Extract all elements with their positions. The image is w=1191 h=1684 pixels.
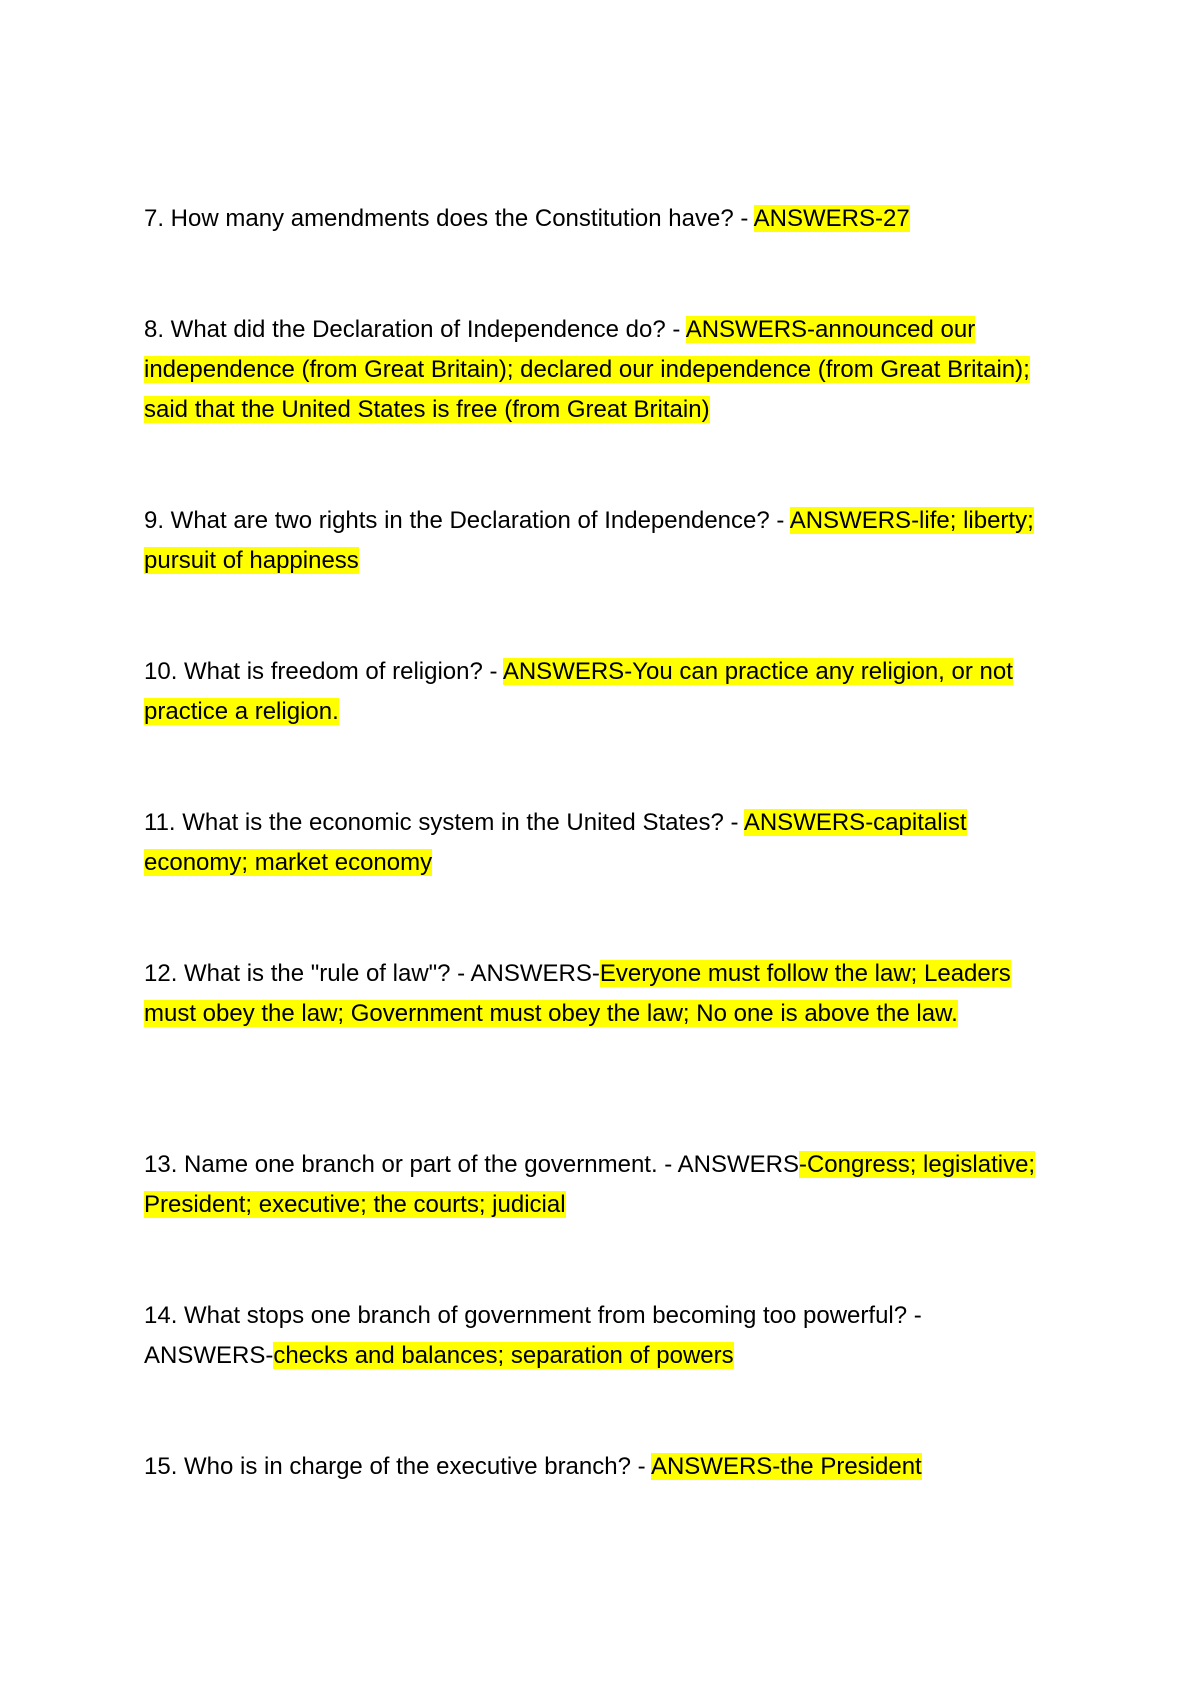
qa-item-8 <box>144 310 1044 430</box>
question-text: 11. What is the economic system in the United States? - <box>144 809 744 836</box>
highlighted-answer: ANSWERS-life; liberty; pursuit of happiness <box>144 507 1034 574</box>
question-text: 9. What are two rights in the Declaration of Independence? - <box>144 507 790 534</box>
qa-item-9 <box>144 501 1044 581</box>
question-text: 13. Name one branch or part of the government. - ANSWERS <box>144 1151 799 1178</box>
highlighted-answer: checks and balances; separation of powers <box>273 1342 734 1369</box>
highlighted-answer: -Congress; legislative; President; executive; the courts; judicial <box>144 1151 1036 1218</box>
qa-item-15 <box>144 1447 1044 1487</box>
qa-item-12 <box>144 954 1044 1034</box>
highlighted-answer: Everyone must follow the law; Leaders must obey the law; Government must obey the law; No one is above the law. <box>144 960 1011 1027</box>
question-text: 7. How many amendments does the Constitution have? - <box>144 205 754 232</box>
highlighted-answer: ANSWERS-the President <box>650 1453 922 1480</box>
qa-item-14 <box>144 1296 1044 1376</box>
highlighted-answer: ANSWERS-announced our independence (from Great Britain); declared our independence (from Great Britain); said that the United States is free (from Great Britain) <box>144 316 1030 423</box>
question-text: 10. What is freedom of religion? - <box>144 658 503 685</box>
qa-item-10 <box>144 652 1044 732</box>
question-text: 14. What stops one branch of government from becoming too powerful? - ANSWERS- <box>144 1302 922 1369</box>
qa-item-13 <box>144 1145 1044 1225</box>
highlighted-answer: ANSWERS-capitalist economy; market economy <box>144 809 967 876</box>
highlighted-answer: ANSWERS-You can practice any religion, or not practice a religion. <box>144 658 1013 725</box>
question-text: 8. What did the Declaration of Independence do? - <box>144 316 686 343</box>
question-text: 12. What is the "rule of law"? - ANSWERS- <box>144 960 600 987</box>
qa-item-11 <box>144 803 1044 883</box>
highlighted-answer: ANSWERS-27 <box>753 205 910 232</box>
qa-item-7 <box>144 199 1044 239</box>
question-text: 15. Who is in charge of the executive branch? - <box>144 1453 651 1480</box>
